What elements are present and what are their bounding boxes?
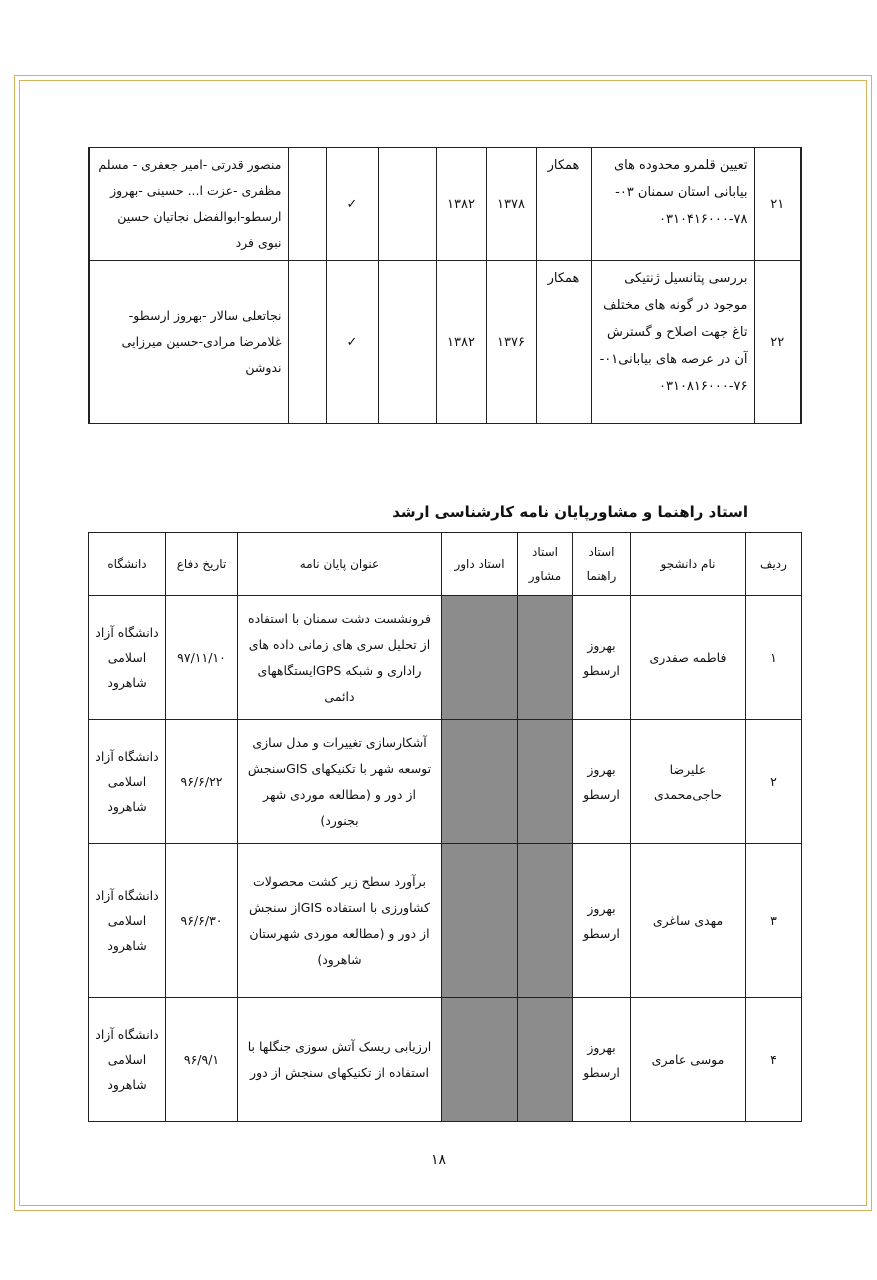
project-end-year: ۱۳۸۲ [436,261,486,424]
table-row [89,998,802,1122]
row-number: ۲۱ [754,148,801,261]
student-name: مهدی ساغری [631,844,746,998]
row-number: ۴ [746,998,802,1122]
project-end-year: ۱۳۸۲ [436,148,486,261]
student-name: علیرضا حاجی‌محمدی [631,720,746,844]
project-role: همکار [536,148,591,261]
supervisor-name: بهروز ارسطو [573,998,631,1122]
student-name: فاطمه صفدری [631,596,746,720]
checkmark-icon: ✓ [326,261,378,424]
project-col-b [288,261,326,424]
header-defense-date: تاریخ دفاع [166,533,238,596]
project-title: تعیین قلمرو محدوده های بیابانی استان سمنان ۰۳- ۷۸-۰۳۱۰۴۱۶۰۰۰ [591,148,754,261]
university: دانشگاه آزاد اسلامی شاهرود [89,998,166,1122]
project-role: همکار [536,261,591,424]
advisor-cell [518,844,573,998]
checkmark-icon: ✓ [326,148,378,261]
row-number: ۲۲ [754,261,801,424]
research-projects-table [88,147,802,424]
row-number: ۱ [746,596,802,720]
advisor-cell [518,596,573,720]
project-start-year: ۱۳۷۸ [486,148,536,261]
table-row [89,844,802,998]
row-number: ۳ [746,844,802,998]
advisor-cell [518,998,573,1122]
project-people: نجاتعلی سالار -بهروز ارسطو- غلامرضا مرادی-حسین میرزایی ندوشن [89,261,288,424]
project-col-b [288,148,326,261]
project-title: بررسی پتانسیل ژنتیکی موجود در گونه های مختلف تاغ جهت اصلاح و گسترش آن در عرصه های بیابانی۰۱- ۷۶-۰۳۱۰۸۱۶۰۰۰ [591,261,754,424]
defense-date: ۹۶/۶/۲۲ [166,720,238,844]
project-col-a [378,261,436,424]
row-number: ۲ [746,720,802,844]
defense-date: ۹۶/۶/۳۰ [166,844,238,998]
defense-date: ۹۶/۹/۱ [166,998,238,1122]
university: دانشگاه آزاد اسلامی شاهرود [89,844,166,998]
university: دانشگاه آزاد اسلامی شاهرود [89,596,166,720]
thesis-title: ارزیابی ریسک آتش سوزی جنگلها با استفاده از تکنیکهای سنجش از دور [238,998,442,1122]
table-header-row [89,533,802,596]
referee-cell [442,720,518,844]
thesis-title: آشکارسازی تغییرات و مدل سازی توسعه شهر با تکنیکهای GISسنجش از دور و (مطالعه موردی شهر بجنورد) [238,720,442,844]
header-supervisor: استاد راهنما [573,533,631,596]
header-advisor: استاد مشاور [518,533,573,596]
table-row [89,596,802,720]
header-title: عنوان پایان نامه [238,533,442,596]
page-number: ۱۸ [430,1152,447,1168]
table-row [89,261,801,424]
student-name: موسی عامری [631,998,746,1122]
section-title: استاد راهنما و مشاورپایان نامه کارشناسی ارشد [392,503,748,521]
project-start-year: ۱۳۷۶ [486,261,536,424]
referee-cell [442,844,518,998]
thesis-title: برآورد سطح زیر کشت محصولات کشاورزی با استفاده GISاز سنجش از دور و (مطالعه موردی شهرستان شاهرود) [238,844,442,998]
project-col-a [378,148,436,261]
header-university: دانشگاه [89,533,166,596]
project-people: منصور قدرتی -امیر جعفری - مسلم مظفری -عزت ا... حسینی -بهروز ارسطو-ابوالفضل نجاتیان حسین نبوی فرد [89,148,288,261]
theses-table [88,532,802,1122]
table-row [89,148,801,261]
thesis-title: فرونشست دشت سمنان با استفاده از تحلیل سری های زمانی داده های راداری و شبکه GPSایستگاههای دائمی [238,596,442,720]
referee-cell [442,596,518,720]
referee-cell [442,998,518,1122]
header-student: نام دانشجو [631,533,746,596]
supervisor-name: بهروز ارسطو [573,844,631,998]
table-row [89,720,802,844]
supervisor-name: بهروز ارسطو [573,720,631,844]
advisor-cell [518,720,573,844]
header-referee: استاد داور [442,533,518,596]
university: دانشگاه آزاد اسلامی شاهرود [89,720,166,844]
header-row-number: ردیف [746,533,802,596]
supervisor-name: بهروز ارسطو [573,596,631,720]
defense-date: ۹۷/۱۱/۱۰ [166,596,238,720]
